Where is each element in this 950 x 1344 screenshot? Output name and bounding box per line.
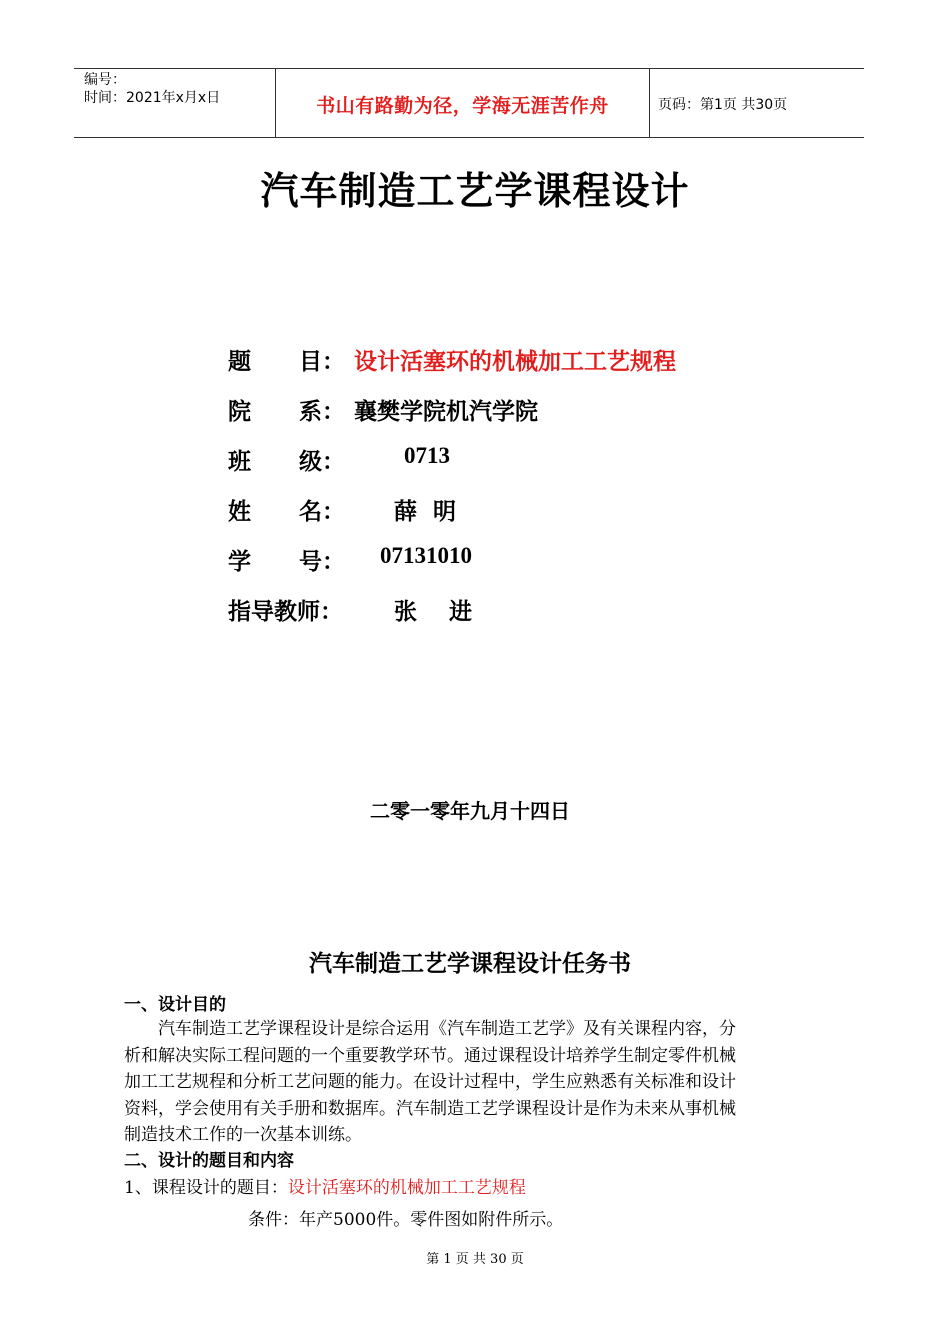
header-meta-cell (74, 69, 276, 137)
section2-heading: 二、设计的题目和内容 (124, 1151, 294, 1171)
topic-value: 设计活塞环的机械加工工艺规程 (354, 349, 676, 375)
page-header (74, 68, 864, 138)
document-title: 汽车制造工艺学课程设计 (260, 169, 690, 213)
section1-heading: 一、设计目的 (124, 995, 226, 1015)
id-label: 学 号： (228, 549, 346, 575)
dept-label: 院 系： (228, 399, 346, 425)
paragraph-line: 资料，学会使用有关手册和数据库。汽车制造工艺学课程设计是作为未来从事机械 (124, 1098, 736, 1119)
advisor-label: 指导教师： (228, 599, 343, 625)
class-value: 0713 (404, 443, 450, 468)
name-value: 薛 明 (394, 499, 457, 525)
section2-condition: 条件：年产5000件。零件图如附件所示。 (248, 1210, 564, 1230)
page-footer: 第 1 页 共 30 页 (426, 1252, 524, 1267)
time-label: 时间：2021年x月x日 (84, 90, 221, 106)
header-motto-cell (276, 69, 650, 137)
header-page-cell (650, 69, 864, 137)
id-value: 07131010 (380, 543, 472, 568)
task-book-title: 汽车制造工艺学课程设计任务书 (309, 951, 631, 977)
item1-value: 设计活塞环的机械加工工艺规程 (287, 1178, 526, 1198)
paragraph-line: 加工工艺规程和分析工艺问题的能力。在设计过程中，学生应熟悉有关标准和设计 (124, 1072, 736, 1092)
cover-date: 二零一零年九月十四日 (370, 799, 570, 823)
page-info: 页码：第1页 共30页 (658, 97, 788, 113)
number-label: 编号： (84, 72, 126, 88)
item1-label: 1、课程设计的题目： (124, 1178, 288, 1198)
section2-item1 (124, 1173, 526, 1198)
dept-value: 襄樊学院机汽学院 (354, 399, 538, 425)
motto: 书山有路勤为径，学海无涯苦作舟 (316, 95, 609, 117)
class-label: 班 级： (228, 449, 346, 475)
section1-paragraph (124, 1016, 818, 1149)
paragraph-line: 汽车制造工艺学课程设计是综合运用《汽车制造工艺学》及有关课程内容，分 (124, 1019, 736, 1039)
paragraph-line: 制造技术工作的一次基本训练。 (124, 1125, 362, 1145)
topic-label: 题 目： (228, 349, 346, 375)
name-label: 姓 名： (228, 499, 346, 525)
paragraph-line: 析和解决实际工程问题的一个重要教学环节。通过课程设计培养学生制定零件机械 (124, 1045, 736, 1066)
advisor-value: 张 进 (394, 599, 473, 625)
